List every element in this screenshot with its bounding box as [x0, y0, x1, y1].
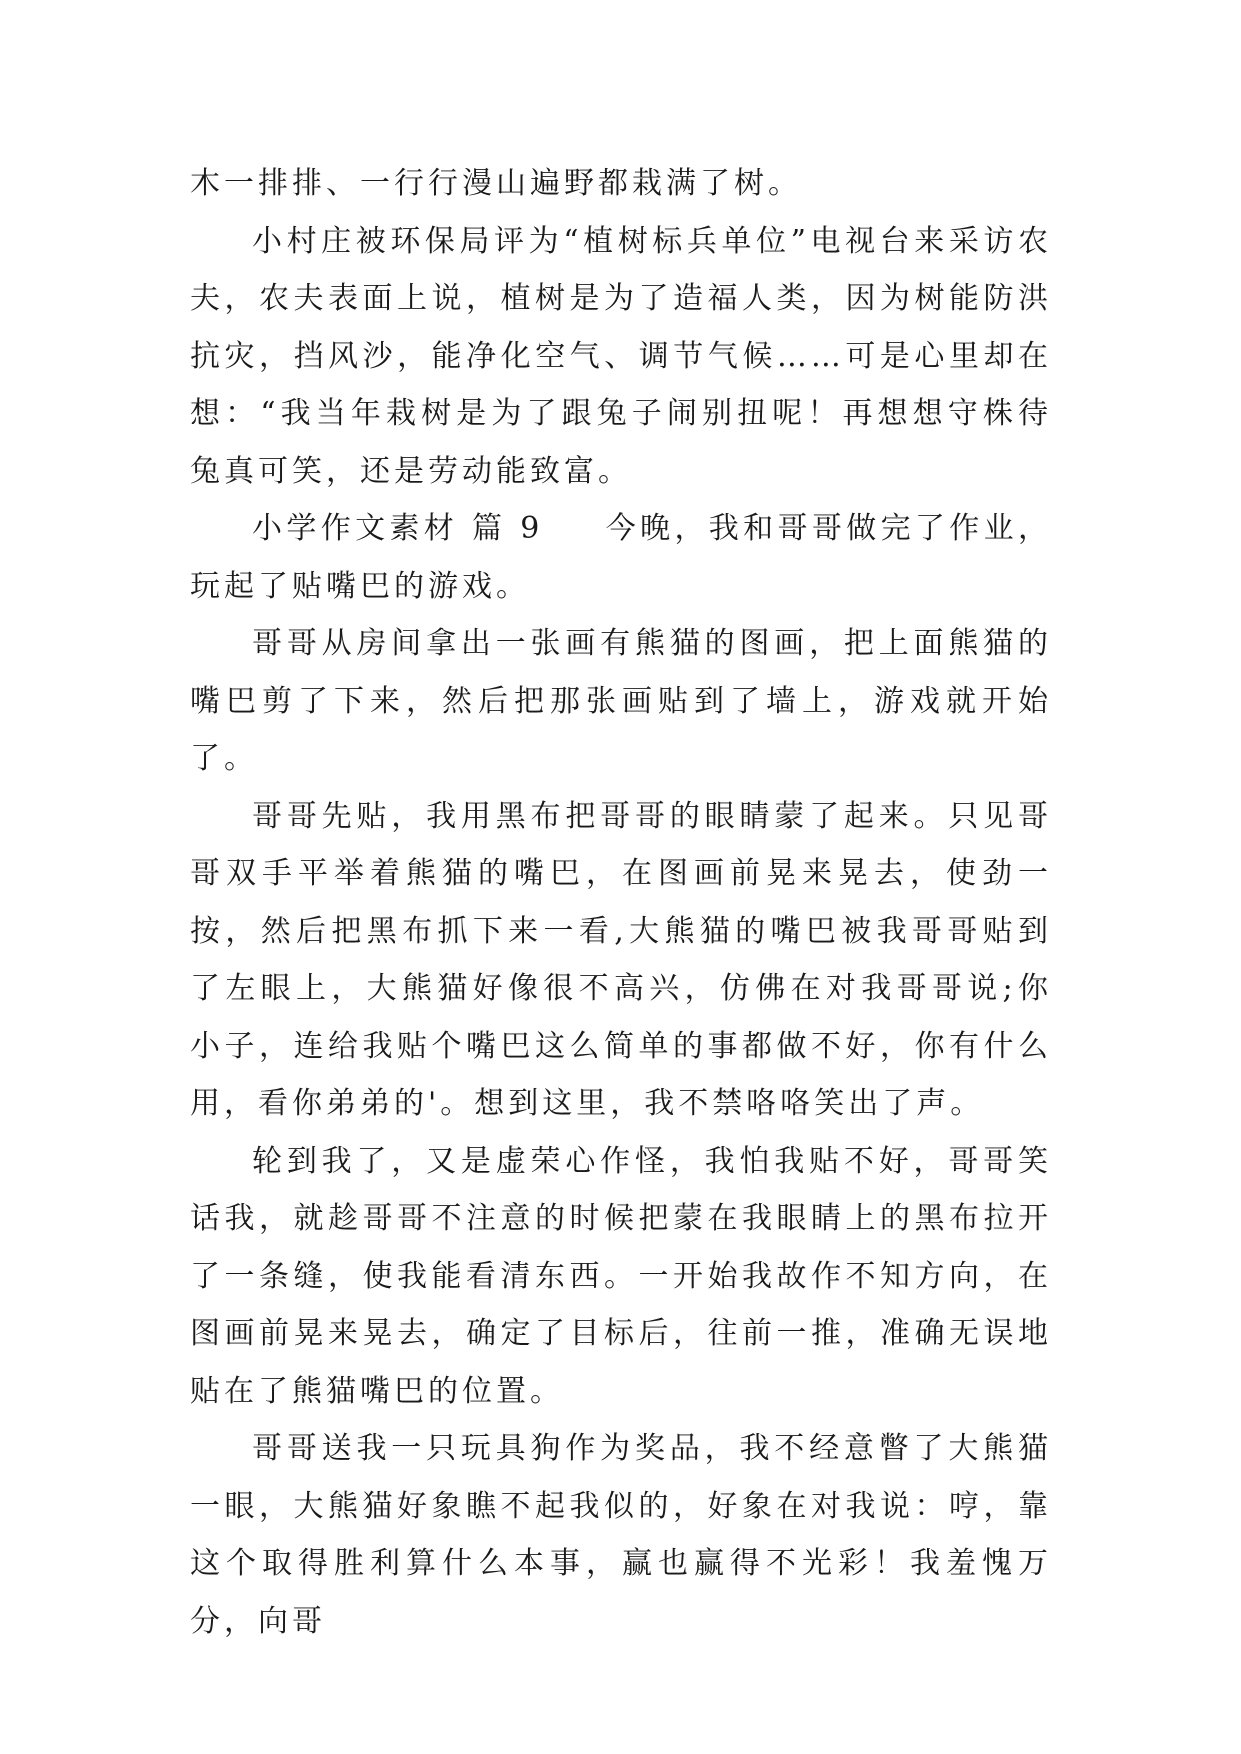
paragraph-1: 木一排排、一行行漫山遍野都栽满了树。	[190, 166, 802, 201]
paragraph-3	[190, 500, 1052, 615]
paragraph-5: 哥哥先贴，我用黑布把哥哥的眼睛蒙了起来。只见哥哥双手平举着熊猫的嘴巴，在图画前晃来晃去，使劲一按，然后把黑布抓下来一看,大熊猫的嘴巴被我哥哥贴到了左眼上，大熊猫好像很不高兴，仿佛在对我哥哥说;你小子，连给我贴个嘴巴这么简单的事都做不好，你有什么用，看你弟弟的'。想到这里，我不禁咯咯笑出了声。	[190, 798, 1052, 1121]
paragraph-3-text: 今晚，我和哥哥做完了作业，玩起了贴嘴巴的游戏。	[190, 511, 1053, 604]
paragraph-2: 小村庄被环保局评为“植树标兵单位”电视台来采访农夫，农夫表面上说，植树是为了造福人类，因为树能防洪抗灾，挡风沙，能净化空气、调节气候……可是心里却在想：“我当年栽树是为了跟兔子闹别扭呢！再想想守株待兔真可笑，还是劳动能致富。	[190, 223, 1052, 489]
paragraph-4: 哥哥从房间拿出一张画有熊猫的图画，把上面熊猫的嘴巴剪了下来，然后把那张画贴到了墙上，游戏就开始了。	[190, 626, 1052, 776]
paragraph-6: 轮到我了，又是虚荣心作怪，我怕我贴不好，哥哥笑话我，就趁哥哥不注意的时候把蒙在我眼睛上的黑布拉开了一条缝，使我能看清东西。一开始我故作不知方向，在图画前晃来晃去，确定了目标后，往前一推，准确无误地贴在了熊猫嘴巴的位置。	[190, 1143, 1052, 1409]
paragraph-7: 哥哥送我一只玩具狗作为奖品，我不经意瞥了大熊猫一眼，大熊猫好象瞧不起我似的，好象在对我说：哼，靠这个取得胜利算什么本事，赢也赢得不光彩！我羞愧万分，向哥	[190, 1431, 1052, 1639]
article-body	[190, 155, 1052, 1650]
section-heading: 小学作文素材 篇 9	[252, 511, 544, 546]
